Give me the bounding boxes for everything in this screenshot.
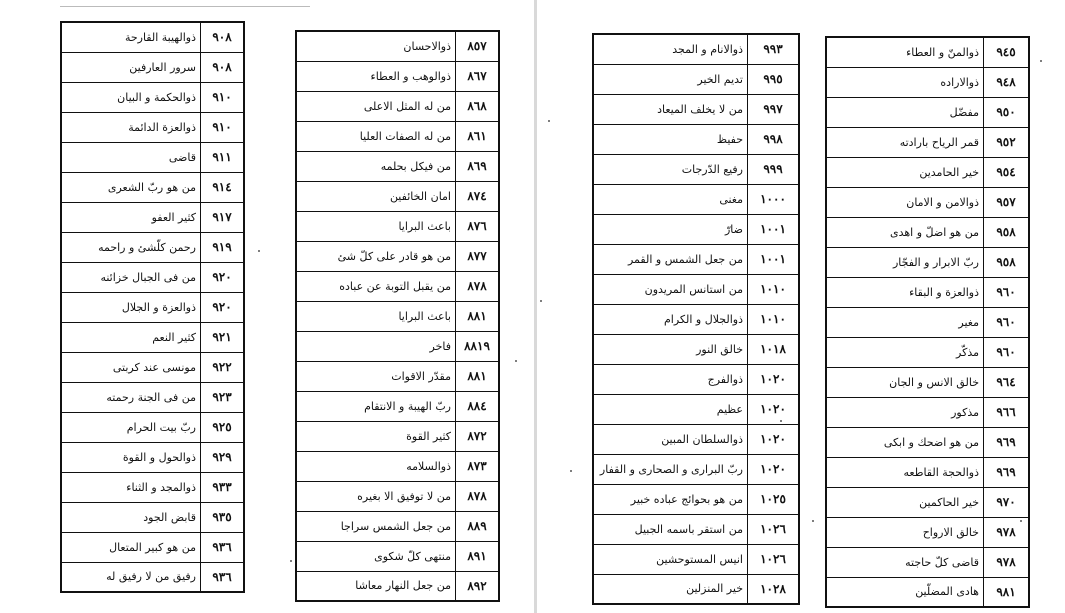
table-row [61, 22, 244, 52]
table-row [296, 31, 499, 61]
table-row [296, 511, 499, 541]
table-row [593, 514, 799, 544]
entry-name: ذوالعزة الدائمة [61, 112, 201, 142]
entry-number: ٩٩٥ [748, 64, 800, 94]
table-row [593, 454, 799, 484]
entry-number: ٩٦٤ [984, 367, 1030, 397]
entry-number: ٨٦٧ [456, 61, 500, 91]
entry-name: تديم الخير [593, 64, 748, 94]
entry-name: ذوالجلال و الكرام [593, 304, 748, 334]
table-row [61, 352, 244, 382]
entry-name: باعث البرايا [296, 211, 456, 241]
entry-number: ٩٦٩ [984, 457, 1030, 487]
entry-name: مذكور [826, 397, 984, 427]
entry-number: ٩٢٥ [201, 412, 245, 442]
table-row [61, 412, 244, 442]
entry-name: كثير النعم [61, 322, 201, 352]
entry-name: من استقر باسمه الجبيل [593, 514, 748, 544]
table-row [826, 337, 1029, 367]
entry-name: باعث البرايا [296, 301, 456, 331]
entry-name: ذوالحكمة و البيان [61, 82, 201, 112]
entry-number: ١٠٢٠ [748, 424, 800, 454]
table-row [826, 577, 1029, 607]
entry-number: ٨٩٢ [456, 571, 500, 601]
entry-name: عظيم [593, 394, 748, 424]
entry-name: انيس المستوحشين [593, 544, 748, 574]
entry-number: ٨٨٤ [456, 391, 500, 421]
entry-name: سرور العارفين [61, 52, 201, 82]
entry-number: ٩٣٥ [201, 502, 245, 532]
entry-number: ٩٠٨ [201, 22, 245, 52]
entry-name: قمر الرياح بارادته [826, 127, 984, 157]
entry-number: ١٠٢٦ [748, 544, 800, 574]
entry-number: ٨٧٤ [456, 181, 500, 211]
table-row [826, 97, 1029, 127]
entry-number: ٨٧٧ [456, 241, 500, 271]
table-row [296, 301, 499, 331]
entry-number: ٩٣٣ [201, 472, 245, 502]
entry-name: خالق النور [593, 334, 748, 364]
entry-number: ١٠٠١ [748, 214, 800, 244]
entry-name: خير الحاكمين [826, 487, 984, 517]
entry-name: من له المثل الاعلى [296, 91, 456, 121]
table-row [826, 217, 1029, 247]
entry-name: كثير العفو [61, 202, 201, 232]
entry-name: خير الحامدين [826, 157, 984, 187]
entry-number: ١٠٢٦ [748, 514, 800, 544]
entry-name: ذوالحجة القاطعه [826, 457, 984, 487]
entry-number: ٩٢١ [201, 322, 245, 352]
table-row [826, 397, 1029, 427]
table-row [593, 274, 799, 304]
table-row [61, 232, 244, 262]
table-row [61, 262, 244, 292]
table-row [826, 517, 1029, 547]
table-row [593, 34, 799, 64]
entry-number: ٩٧٨ [984, 517, 1030, 547]
table-row [61, 112, 244, 142]
table-row [593, 154, 799, 184]
entry-name: من هو قادر على كلّ شئ [296, 241, 456, 271]
entry-name: فاخر [296, 331, 456, 361]
entry-name: كثير القوة [296, 421, 456, 451]
entry-name: من لا توفيق الا بغيره [296, 481, 456, 511]
entry-number: ٩٠٨ [201, 52, 245, 82]
entry-number: ٩١٧ [201, 202, 245, 232]
table-row [826, 547, 1029, 577]
entry-name: من جعل الشمس و القمر [593, 244, 748, 274]
table-row [826, 157, 1029, 187]
table-row [593, 94, 799, 124]
table-row [826, 457, 1029, 487]
table-row [826, 367, 1029, 397]
entry-number: ٩٢٠ [201, 262, 245, 292]
entry-name: من يقبل التوبة عن عباده [296, 271, 456, 301]
entry-name: هادى المضلّين [826, 577, 984, 607]
entry-name: من هو ربّ الشعرى [61, 172, 201, 202]
entry-name: ذوالهيبة القارحة [61, 22, 201, 52]
page-gutter [534, 0, 537, 613]
table-row [296, 151, 499, 181]
entry-number: ٩٥٠ [984, 97, 1030, 127]
table-row [61, 292, 244, 322]
table-row [61, 502, 244, 532]
entry-number: ٩٨١ [984, 577, 1030, 607]
entry-number: ٨٦٨ [456, 91, 500, 121]
entry-name: خير المنزلين [593, 574, 748, 604]
entry-name: ذوالامن و الامان [826, 187, 984, 217]
table-row [296, 331, 499, 361]
entry-number: ٩٢٣ [201, 382, 245, 412]
table-row [296, 271, 499, 301]
table-row [296, 121, 499, 151]
entry-number: ١٠١٠ [748, 274, 800, 304]
entry-number: ٩٦٠ [984, 337, 1030, 367]
entry-number: ٨٧٢ [456, 421, 500, 451]
entry-number: ٩١١ [201, 142, 245, 172]
table-row [593, 394, 799, 424]
entry-name: مغير [826, 307, 984, 337]
table-row [296, 211, 499, 241]
table-row [296, 181, 499, 211]
table-row [296, 61, 499, 91]
entry-name: من جعل الشمس سراجا [296, 511, 456, 541]
entry-name: مونسى عند كربتى [61, 352, 201, 382]
entry-number: ٩٦٩ [984, 427, 1030, 457]
entry-name: رحمن كلّشئ و راحمه [61, 232, 201, 262]
entry-number: ٩١٠ [201, 82, 245, 112]
entry-name: ذوالسلامه [296, 451, 456, 481]
table-row [61, 142, 244, 172]
entry-name: امان الخائفين [296, 181, 456, 211]
entry-name: ضارّ [593, 214, 748, 244]
table-row [593, 364, 799, 394]
table-row [593, 334, 799, 364]
entry-name: من جعل النهار معاشا [296, 571, 456, 601]
entry-name: من له الصفات العليا [296, 121, 456, 151]
entry-name: من استانس المريدون [593, 274, 748, 304]
entry-number: ٩٥٢ [984, 127, 1030, 157]
entry-name: ذوالسلطان المبين [593, 424, 748, 454]
entry-number: ١٠٠١ [748, 244, 800, 274]
table-row [593, 484, 799, 514]
entry-name: من فى الجبال خزائنه [61, 262, 201, 292]
entry-number: ٩٥٨ [984, 247, 1030, 277]
scan-speck [515, 360, 517, 362]
entry-number: ٩٣٦ [201, 532, 245, 562]
entry-name: ذوالعزة و البقاء [826, 277, 984, 307]
scan-speck [1040, 60, 1042, 62]
table-row [61, 562, 244, 592]
entry-name: قاضى كلّ حاجته [826, 547, 984, 577]
entry-number: ٩٦٠ [984, 277, 1030, 307]
names-table-right-inner [592, 33, 800, 605]
table-row [826, 37, 1029, 67]
entry-number: ٩٦٠ [984, 307, 1030, 337]
scan-speck [290, 560, 292, 562]
entry-name: ذوالمجد و الثناء [61, 472, 201, 502]
entry-number: ٨٨١ [456, 361, 500, 391]
entry-name: مقدّر الاقوات [296, 361, 456, 391]
table-row [61, 322, 244, 352]
entry-name: مغنى [593, 184, 748, 214]
entry-number: ٨٧٨ [456, 271, 500, 301]
entry-number: ٨٨١ [456, 301, 500, 331]
scan-speck [570, 470, 572, 472]
entry-name: من هو كبير المتعال [61, 532, 201, 562]
entry-name: ربّ البرارى و الصحارى و القفار [593, 454, 748, 484]
entry-name: منتهى كلّ شكوى [296, 541, 456, 571]
entry-number: ٨٦٩ [456, 151, 500, 181]
table-row [296, 391, 499, 421]
scan-speck [548, 120, 550, 122]
entry-name: ذوالعزة و الجلال [61, 292, 201, 322]
table-row [593, 64, 799, 94]
entry-number: ٩٩٩ [748, 154, 800, 184]
entry-name: ذوالمنّ و العطاء [826, 37, 984, 67]
table-row [296, 361, 499, 391]
entry-name: ربّ الهيبة و الانتقام [296, 391, 456, 421]
table-row [826, 187, 1029, 217]
table-row [61, 382, 244, 412]
entry-number: ١٠٢٥ [748, 484, 800, 514]
entry-number: ١٠٢٠ [748, 394, 800, 424]
entry-name: ذوالانام و المجد [593, 34, 748, 64]
entry-number: ٩٦٦ [984, 397, 1030, 427]
entry-number: ٩٢٢ [201, 352, 245, 382]
entry-number: ٨٧٦ [456, 211, 500, 241]
table-row [826, 487, 1029, 517]
entry-name: مفضّل [826, 97, 984, 127]
entry-number: ٨٦١ [456, 121, 500, 151]
entry-name: ذوالاحسان [296, 31, 456, 61]
entry-number: ٩٢٠ [201, 292, 245, 322]
entry-number: ٩٣٦ [201, 562, 245, 592]
scan-speck [258, 250, 260, 252]
table-row [61, 172, 244, 202]
entry-name: ذوالحول و القوة [61, 442, 201, 472]
table-row [296, 241, 499, 271]
scan-speck [540, 300, 542, 302]
entry-name: ذوالاراده [826, 67, 984, 97]
entry-number: ٩٤٨ [984, 67, 1030, 97]
table-row [296, 421, 499, 451]
entry-name: ربّ بيت الحرام [61, 412, 201, 442]
entry-number: ٨٧٨ [456, 481, 500, 511]
table-row [826, 127, 1029, 157]
entry-name: قابض الجود [61, 502, 201, 532]
scan-speck [780, 420, 782, 422]
table-row [593, 214, 799, 244]
entry-number: ١٠٢٨ [748, 574, 800, 604]
table-row [593, 244, 799, 274]
table-row [593, 184, 799, 214]
names-table-left-outer [60, 21, 245, 593]
table-row [61, 442, 244, 472]
table-row [826, 277, 1029, 307]
table-row [296, 91, 499, 121]
entry-name: من هو اضلّ و اهدى [826, 217, 984, 247]
table-row [826, 247, 1029, 277]
entry-name: حفيظ [593, 124, 748, 154]
entry-name: ذوالفرج [593, 364, 748, 394]
table-row [296, 481, 499, 511]
table-row [593, 544, 799, 574]
table-row [61, 202, 244, 232]
entry-number: ٩٢٩ [201, 442, 245, 472]
entry-number: ١٠٢٠ [748, 364, 800, 394]
entry-number: ٩٩٧ [748, 94, 800, 124]
entry-number: ٨٥٧ [456, 31, 500, 61]
table-row [826, 307, 1029, 337]
table-row [61, 532, 244, 562]
names-table-right-outer [825, 36, 1030, 608]
entry-name: قاضى [61, 142, 201, 172]
entry-name: رفيع الدّرجات [593, 154, 748, 184]
entry-number: ٩١٩ [201, 232, 245, 262]
table-row [296, 571, 499, 601]
entry-name: من هو اضحك و ابكى [826, 427, 984, 457]
entry-name: خالق الارواح [826, 517, 984, 547]
table-row [61, 472, 244, 502]
entry-number: ٩٥٧ [984, 187, 1030, 217]
entry-name: من فيكل بحلمه [296, 151, 456, 181]
entry-number: ٨٨٩ [456, 511, 500, 541]
entry-name: من لا يخلف الميعاد [593, 94, 748, 124]
entry-number: ٩٤٥ [984, 37, 1030, 67]
entry-name: من فى الجنة رحمته [61, 382, 201, 412]
entry-name: رفيق من لا رفيق له [61, 562, 201, 592]
entry-number: ١٠١٠ [748, 304, 800, 334]
entry-number: ٩٩٨ [748, 124, 800, 154]
entry-name: ربّ الابرار و الفجّار [826, 247, 984, 277]
table-row [826, 67, 1029, 97]
table-row [593, 124, 799, 154]
table-row [826, 427, 1029, 457]
page-top-edge [60, 6, 310, 7]
entry-name: مذكّر [826, 337, 984, 367]
entry-name: خالق الانس و الجان [826, 367, 984, 397]
entry-number: ١٠١٨ [748, 334, 800, 364]
entry-number: ٩١٠ [201, 112, 245, 142]
entry-number: ٩٥٨ [984, 217, 1030, 247]
scan-speck [1020, 520, 1022, 522]
entry-name: ذوالوهب و العطاء [296, 61, 456, 91]
table-row [593, 574, 799, 604]
entry-number: ١٠٢٠ [748, 454, 800, 484]
entry-number: ٩٩٣ [748, 34, 800, 64]
names-table-left-inner [295, 30, 500, 602]
table-row [593, 424, 799, 454]
entry-name: من هو بحوائج عباده خبير [593, 484, 748, 514]
entry-number: ٩١٤ [201, 172, 245, 202]
table-row [296, 451, 499, 481]
entry-number: ٩٥٤ [984, 157, 1030, 187]
entry-number: ٩٧٨ [984, 547, 1030, 577]
entry-number: ٨٧٣ [456, 451, 500, 481]
table-row [61, 52, 244, 82]
table-row [296, 541, 499, 571]
entry-number: ٨٨١٩ [456, 331, 500, 361]
table-row [61, 82, 244, 112]
scan-speck [812, 520, 814, 522]
entry-number: ١٠٠٠ [748, 184, 800, 214]
entry-number: ٩٧٠ [984, 487, 1030, 517]
entry-number: ٨٩١ [456, 541, 500, 571]
table-row [593, 304, 799, 334]
